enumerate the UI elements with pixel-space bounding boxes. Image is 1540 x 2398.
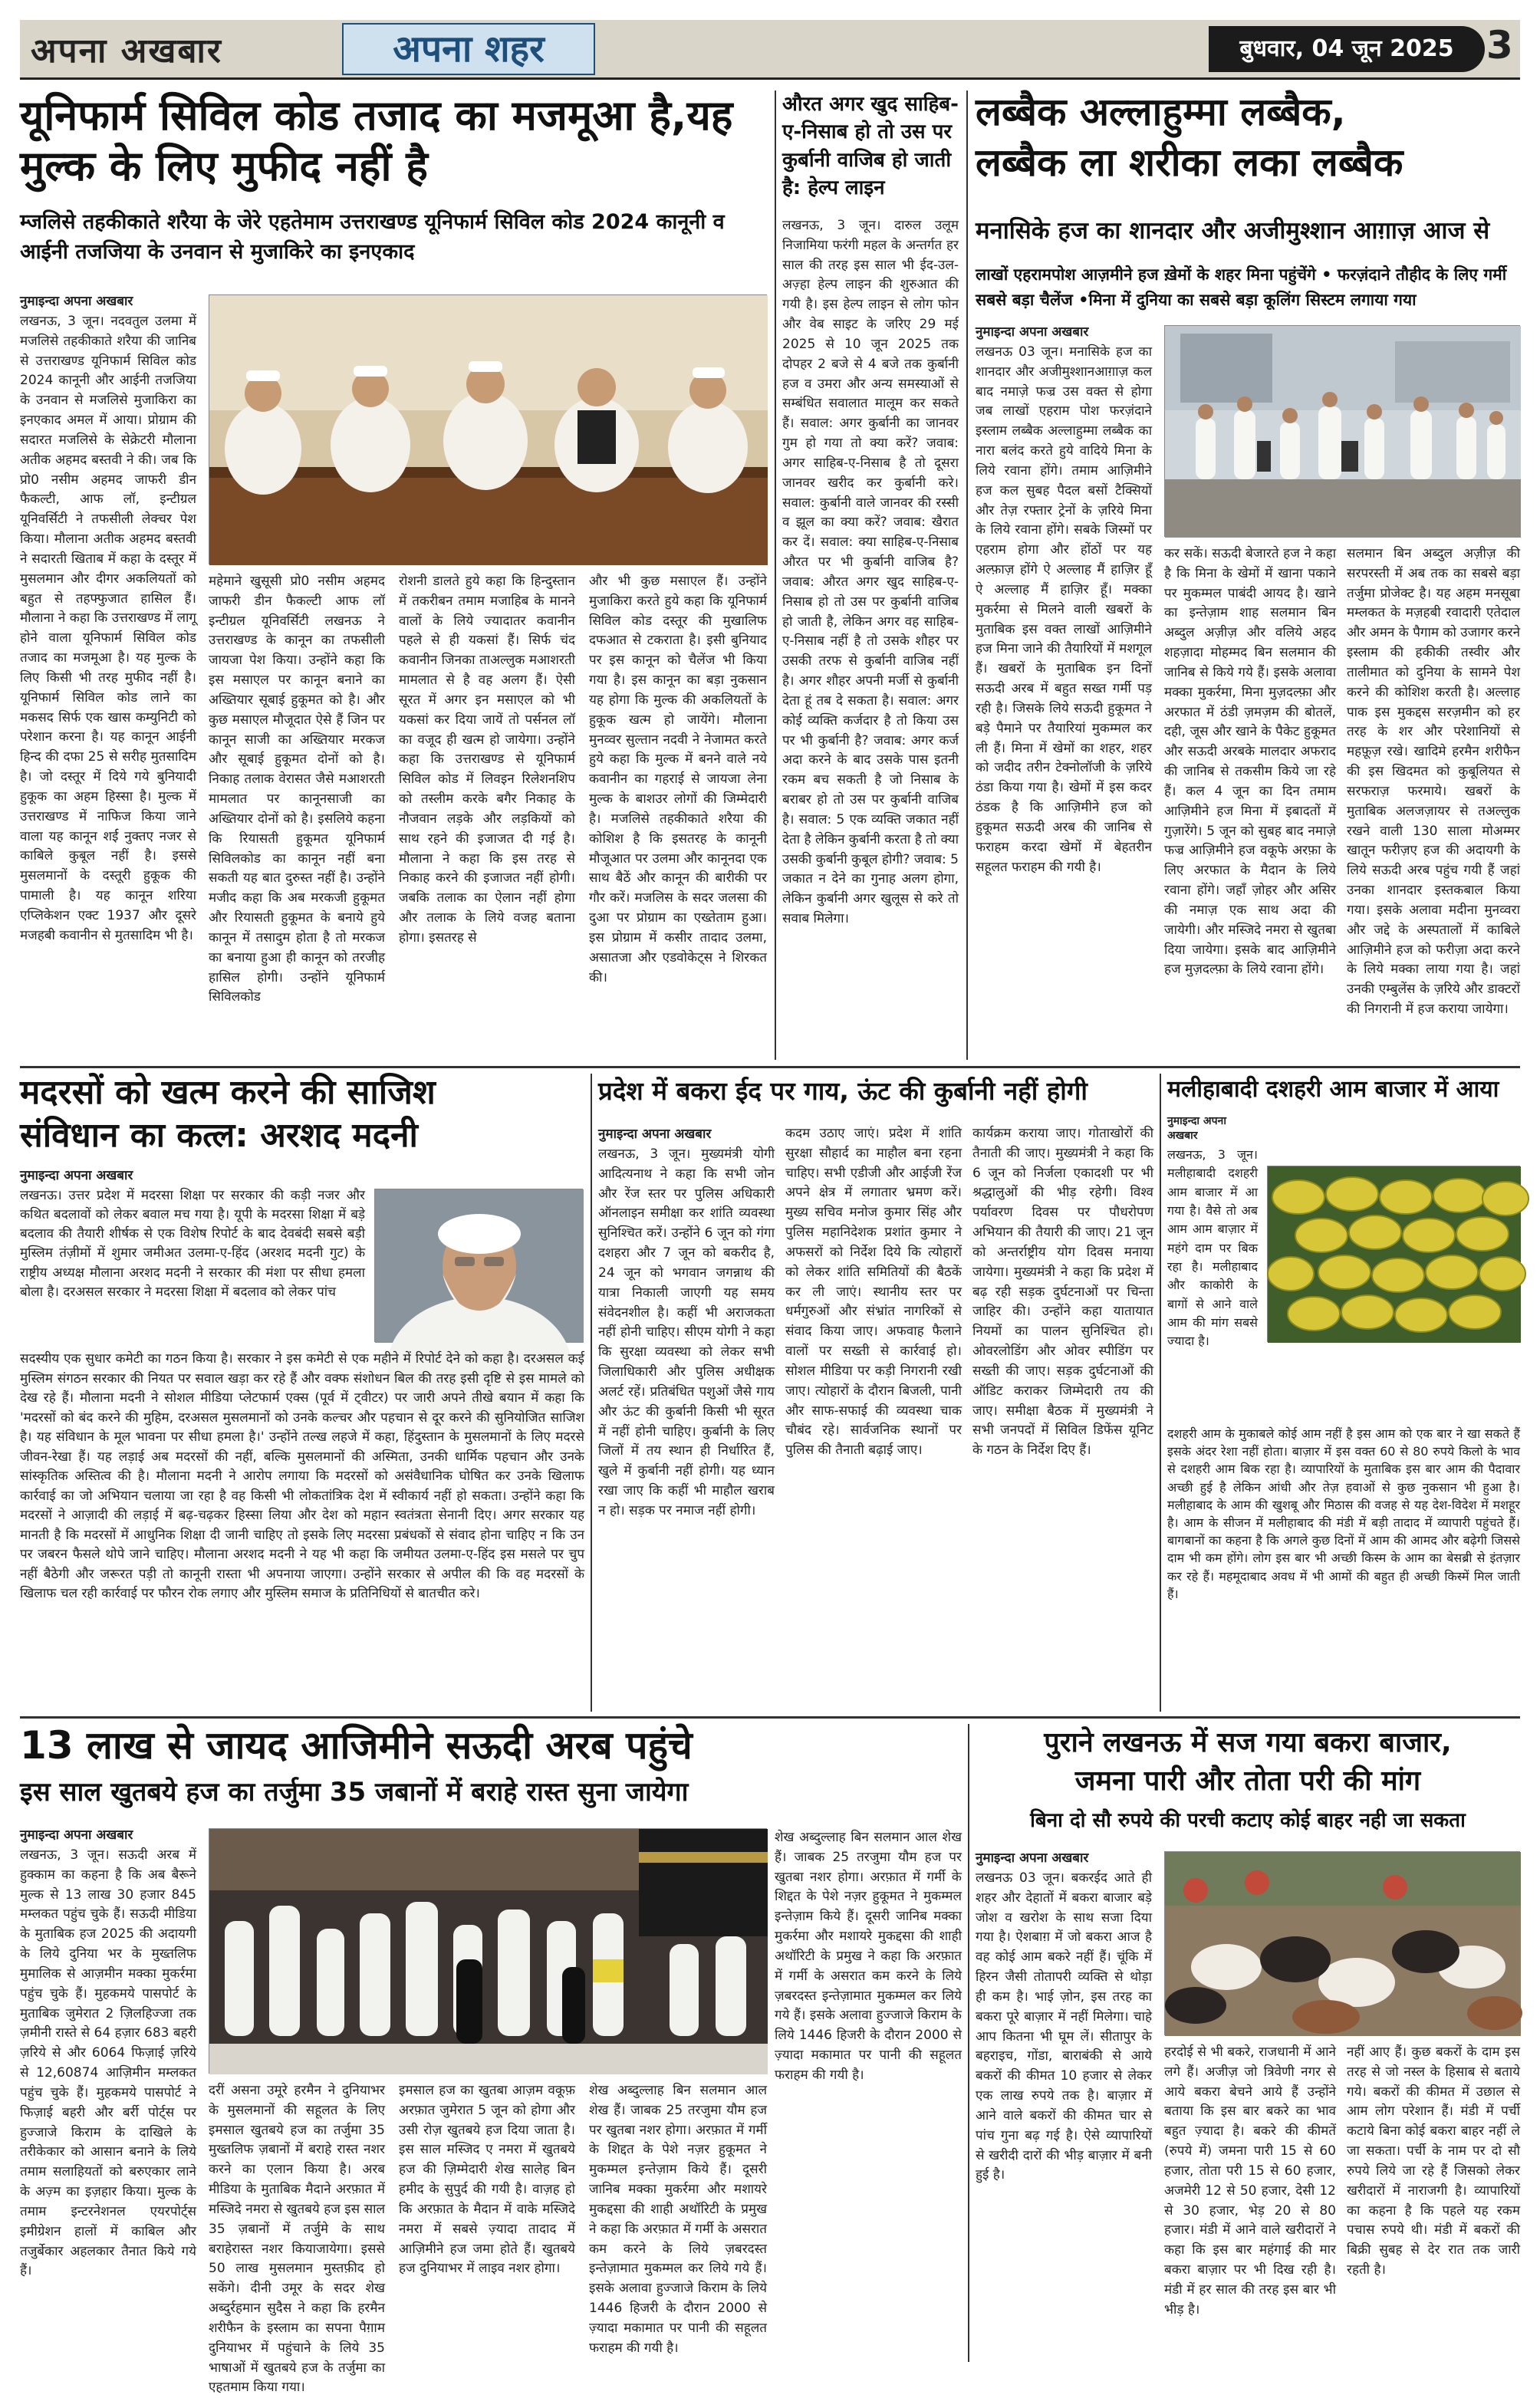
- story3-headline-2: लब्बैक ला शरीका लका लब्बैक: [976, 140, 1403, 185]
- story4-lead-block: [20, 1166, 365, 1342]
- column-divider: [775, 90, 776, 1060]
- portrait-photo: [374, 1189, 583, 1342]
- story1-subhead: म्जलिसे तहकीकाते शरैया के जेरे एहतेमाम उत्तराखण्ड यूनिफार्म सिविल कोड 2024 कानूनी व आईनी तजजिया के उनवान से मुजाकिरे का इनएकाद: [20, 210, 725, 265]
- story3-headline-1: लब्बैक अल्लाहुम्मा लब्बैक,: [976, 90, 1346, 134]
- story7-headline: 13 लाख से जायद आजिमीने सऊदी अरब पहुंचे: [20, 1723, 693, 1768]
- story4-headline-2: संविधान का कत्ल: अरशद मदनी: [20, 1116, 418, 1155]
- story1-body-1: लखनऊ, 3 जून। नदवतुल उलमा में मजलिसे तहकीकाते शरैया की जानिब से उत्तराखण्ड यूनिफार्म सिविल कोड 2024 कानूनी और आईनी तजजिया के उनवान से मजलिसे मुजाकिरा का इनएकाद अमल में आया। प्रोग्राम की सदारत मजलिसे के सेक्रेटरी मौलाना अतीक अहमद बस्तवी ने की। जब कि प्रो0 नसीम अहमद जाफरी डीन फैकल्टी, आफ लॉ, इन्टीग्रल यूनिवर्सिटी ने तफसीली लेक्चर पेश किया। मौलाना अतीक अहमद बस्तवी ने सदारती खिताब में कहा के दस्तूर में मुसलमान और दीगर अकलियतों को बहुत से तहफ्फुजात हासिल हैं। मौलाना ने कहा कि उत्तराखण्ड में लागू होने वाला यूनिफार्म सिविल कोड तजाद का मजमूआ है। यह मुल्क के लिए किसी भी तरह मुफीद नहीं है। यूनिफार्म सिविल कोड लाने का मकसद सिर्फ एक खास कम्युनिटी को परेशान करना है। यह कानून आईनी हिन्द की दफा 25 से सरीह मुतसादिम है। जो दस्तूर में दिये गये बुनियादी हुकूक का अहम हिस्सा है। मुल्क में उत्तराखण्ड में नाफिज किया जाने वाला यह कानून शर्ई नुक्तए नजर से काबिले कुबूल नहीं है। इससे मुसलमानों के दस्तूरी हुकूक की पामाली है। यह कानून शरिया एप्लिकेशन एक्ट 1937 और दूसरे मजहबी कवानीन से मुतसादिम भी है।: [20, 314, 196, 943]
- issue-date: बुधवार, 04 जून 2025: [1209, 26, 1485, 72]
- story8-headline-2: जमना पारी और तोता परी की मांग: [1074, 1765, 1421, 1797]
- story6-body: दशहरी आम के मुकाबले कोई आम नहीं है इस आम को एक बार ने खा सकते हैं इसके अंदर रेशा नहीं होता। बाज़ार में इस वक्त 60 से 80 रुपये किलो के भाव से दशहरी आम बिक रहा है। व्यापारियों के मुताबिक इस बार आम की पैदावार अच्छी हुई है लेकिन आंधी और तेज़ हवाओं से कुछ नुकसान भी हुआ है। मलीहाबाद के आम की खुशबू और मिठास की वजह से यह देश-विदेश में मशहूर है। आम के सीजन में मलीहाबाद की मंडी में बड़ी तादाद में व्यापारी पहुंचते हैं। बागबानों का कहना है कि अगले कुछ दिनों में आम की आमद और बढ़ेगी जिससे दाम भी कम होंगे। लोग इस बार भी अच्छी किस्म के आम का बेसब्री से इंतज़ार कर रहे हैं। महमूदाबाद अवध में भी आमों की बहुत ही अच्छी किस्में मिल जाती हैं।: [1167, 1426, 1520, 1601]
- paper-name: अपना अखबार: [31, 31, 222, 71]
- story3-body-3: सलमान बिन अब्दुल अज़ीज़ की सरपरस्ती में अब तक का सबसे बड़ा तर्जुमा प्रोजेक्ट है। यह अहम मनसूबा मम्लकत के मज़हबी रवादारी एतेदाल और अमन के पैगाम को उजागर करने इस्लाम की हकीकी तस्वीर और तालीमात को दुनिया के सामने पेश करने की कोशिश करती है। अल्लाह पाक इस मुकद्दस सरज़मीन को हर तरह के शर और परेशानियों से महफ़ूज़ रखे। खादिमे हरमैन शरीफैन की इस खिदमत को कुबूलियत से सरफराज़ फरमाये। खबरों के मुताबिक अलजज़ायर से तअल्लुक रखने वाली 130 साला मोअम्मर खातून फरीज़ए हज की अदायगी के लिये सऊदी अरब पहुंच गयी हैं जहां उनका शानदार इस्तकबाल किया गया। इसके अलावा मदीना मुनव्वरा और जद्दे के अस्पतालों में काबिले आज़िमीने हज को फरीज़ा अदा करने के लिये मक्का लाया गया है। जहां उनकी एम्बुलेंस के ज़रिये और डाक्टरों की निगरानी में हज कराया जायेगा।: [1347, 546, 1520, 1018]
- mangoes-photo: [1267, 1166, 1520, 1342]
- section-divider: [20, 1066, 1520, 1068]
- crowd-photo: [209, 1828, 767, 2074]
- story5-byline: नुमाइन्दा अपना अखबार: [598, 1127, 712, 1142]
- story7-body-4: शेख अब्दुल्लाह बिन सलमान आल शेख हैं। जाबक 25 तरजुमा यौम हज पर खुतबा नशर होगा। अरफ़ात में गर्मी के शिद्दत के पेशे नज़र हुकूमत ने मुकम्मल इन्तेज़ाम किये हैं। दूसरी जानिब मक्का मुकर्रमा और मशायरे मुकद्दसा की शाही अथॉरिटी के प्रमुख ने कहा कि अरफ़ात में गर्मी के असरात कम करने के लिये ज़बरदस्त इन्तेज़ामात मुकम्मल कर लिये गये हैं। इसके अलावा हुज्जाजे किराम के लिये 1446 हिजरी के दौरान 2000 से ज़्यादा मकामात पर पानी की सहूलत फराहम की गयी है।: [775, 1830, 962, 2083]
- story2-body: लखनऊ, 3 जून। दारुल उलूम निजामिया फरंगी महल के अन्तर्गत हर साल की तरह इस साल भी ईद-उल-अज़्हा हेल्प लाइन की शुरुआत की गयी है। इस हेल्प लाइन से लोग फोन और वेब साइट के जरिए 29 मई 2025 से 10 जून 2025 तक दोपहर 2 बजे से 4 बजे तक कुर्बानी हज व उमरा और अन्य समस्याओं से सम्बंधित सवालात मालूम कर सकते हैं। सवाल: अगर कुर्बानी का जानवर गुम हो गया तो क्या करें? जवाब: अगर साहिब-ए-निसाब है तो दूसरा जानवर खरीद कर कुर्बानी करे। सवाल: कुर्बानी वाले जानवर की रस्सी व झूल का क्या करें? जवाब: खैरात कर दें। सवाल: क्या साहिब-ए-निसाब औरत पर भी कुर्बानी वाजिब है? जवाब: औरत अगर खुद साहिब-ए-निसाब हो तो उस पर कुर्बानी वाजिब हो जाती है, लेकिन अगर वह साहिब-ए-निसाब नहीं है तो उसके शौहर पर उसकी तरफ से कुर्बानी वाजिब नहीं है। अगर शौहर अपनी मर्जी से कुर्बानी देता हूं तब दे सकता है। सवाल: अगर कोई व्यक्ति कर्जदार है तो किया उस पर भी कुर्बानी है? जवाब: अगर कर्ज अदा करने के बाद उसके पास इतनी रकम बच सकती है जो निसाब के बराबर हो तो उस पर कुर्बानी वाजिब है। सवाल: 5 एक व्यक्ति जकात नहीं देता है लेकिन कुर्बानी करता है तो क्या उसकी कुर्बानी कुबूल होगी? जवाब: 5 जकात न देने का गुनाह अलग होगा, लेकिन कुर्बानी अगर खुलूस से करे तो सवाब मिलेगा।: [782, 218, 959, 926]
- story5-body-3: कार्यक्रम कराया जाए। गोताखोरों की तैनाती की जाए। मुख्यमंत्री ने कहा कि 6 जून को निर्जला एकादशी पर भी श्रद्धालुओं की भीड़ रहेगी। विश्व पर्यावरण दिवस पर पौधरोपण अभियान की तैयारी की जाए। 21 जून को अन्तर्राष्ट्रीय योग दिवस मनाया जायेगा। मुख्यमंत्री ने कहा कि प्रदेश में बढ़ रही सड़क दुर्घटनाओं पर चिन्ता जाहिर की। उन्होंने कहा यातायात नियमों का पालन सुनिश्चित हो। ओवरलोडिंग और ओवर स्पीडिंग पर सख्ती की जाए। सड़क दुर्घटनाओं की ऑडिट कराकर जिम्मेदारी तय की जाए। समीक्षा बैठक में मुख्यमंत्री ने सभी जनपदों में सिविल डिफेंस यूनिट के गठन के निर्देश दिए हैं।: [972, 1126, 1153, 1459]
- story7-column-1: [20, 1825, 196, 2362]
- story7-byline: नुमाइन्दा अपना अखबार: [20, 1827, 133, 1843]
- story3-byline: नुमाइन्दा अपना अखबार: [976, 324, 1089, 340]
- story8-column-1: [976, 1848, 1152, 2362]
- story5-body-2: कदम उठाए जाएं। प्रदेश में शांति सुरक्षा सौहार्द का माहौल बना रहना चाहिए। सभी एडीजी और आईजी रेंज अपने क्षेत्र में लगातार भ्रमण करें। मुख्य सचिव मनोज कुमार सिंह और पुलिस महानिदेशक प्रशांत कुमार ने अफसरों को निर्देश दिये कि त्योहारों को लेकर शांति समितियों की बैठकें कर ली जाएं। स्थानीय स्तर पर धर्मगुरुओं और संभ्रांत नागरिकों से संवाद किया जाए। अफवाह फैलाने वालों पर सख्ती से कार्रवाई हो। सोशल मीडिया पर कड़ी निगरानी रखी जाए। त्योहारों के दौरान बिजली, पानी और साफ-सफाई की व्यवस्था चाक चौबंद रहे। सार्वजनिक स्थानों पर पुलिस की तैनाती बढ़ाई जाए।: [785, 1126, 962, 1459]
- story1-body-2: महेमाने खुसूसी प्रो0 नसीम अहमद जाफरी डीन फैकल्टी आफ लॉ इन्टीग्रल यूनिवर्सिटी लखनऊ ने उत्तराखण्ड के कानून का तफसीली जायजा पेश किया। उन्होंने कहा कि इस मसाएल पर कानून बनाने का अख्तियार सूबाई हुकूमत को है। और कुछ मसाएल मौजूदात ऐसे हैं जिन पर कानून साजी का अख्तियार मरकज और सूबाई हुकूमत दोनों को है। निकाह तलाक वेरासत जैसे मआशरती मामलात पर कानूनसाजी का अख्तियार दोनों को है। इसलिये कहना कि रियासती हुकूमत यूनिफार्म सिविलकोड का कानून नहीं बना सकती यह बात दुरुस्त नहीं है। उन्होंने मजीद कहा कि अब मरकजी हुकूमत और रियासती हुकूमत के बनाये हुये कानून में तसादुम होता है तो मरकज का बनाया हुआ ही कानून को तरजीह हासिल होगी। उन्होंने यूनिफार्म सिविलकोड: [209, 574, 385, 1005]
- story1-body-3: रोशनी डालते हुये कहा कि हिन्दुस्तान में तकरीबन तमाम मजाहिब के मानने वालों के लिये ज्यादातर कवानीन पहले से ही यकसां हैं। सिर्फ चंद कवानीन जिनका ताअल्लुक मआशरती मामलात से है वह अलग हैं। ऐसी सूरत में अगर इन मसाएल को भी यकसां कर दिया जायें तो पर्सनल लॉ का वजूद ही खत्म हो जायेगा। उन्होंने कहा कि उत्तराखण्ड से यूनिफार्म सिविल कोड में लिवइन रिलेशनशिप को तस्लीम करके बगैर निकाह के नौजवान लड़के और लड़कियों को साथ रहने की इजाजत दी गई है। मौलाना ने कहा कि इस तरह से निकाह करने की इजाजत नहीं होगी। जबकि तलाक का ऐलान नहीं होगा और तलाक के लिये वजह बताना होगा। इसतरह से: [399, 574, 575, 946]
- story5-column-1: [598, 1124, 775, 1712]
- story7-subhead: इस साल खुतबये हज का तर्जुमा 35 जबानों में बराहे रास्त सुना जायेगा: [20, 1777, 689, 1808]
- masthead: [20, 20, 1520, 80]
- pilgrims-photo: [1164, 325, 1520, 537]
- story6-intro: लखनऊ, 3 जून। मलीहाबादी दशहरी आम बाजार में आ गया है। वैसे तो अब आम आम बाज़ार में महंगे दाम पर बिक रहा है। मलीहाबाद और काकोरी के बागों से आने वाले आम की मांग सबसे ज्यादा है।: [1167, 1147, 1258, 1349]
- story4-headline-1: मदरसों को खत्म करने की साजिश: [20, 1073, 436, 1112]
- story6-headline: मलीहाबादी दशहरी आम बाजार में आया: [1167, 1076, 1499, 1103]
- column-divider: [1160, 1074, 1161, 1712]
- goats-photo: [1164, 1851, 1520, 2035]
- story6-byline: नुमाइन्दा अपना अखबार: [1167, 1115, 1226, 1142]
- column-divider: [591, 1074, 592, 1712]
- story4-lead: लखनऊ। उत्तर प्रदेश में मदरसा शिक्षा पर सरकार की कड़ी नजर और कथित बदलावों को लेकर बवाल मच गया है। यूपी के मदरसा शिक्षा में बड़े बदलाव की तैयारी शीर्षक से एक विशेष रिपोर्ट के बाद देवबंदी सबसे बड़ी मुस्लिम तंज़ीमों में शुमार जमीअत उलमा-ए-हिंद (अरशद मदनी गुट) के राष्ट्रीय अध्यक्ष मौलाना अरशद मदनी ने सरकार की मंशा पर सीधा हमला बोला है। दरअसल सरकार ने मदरसा शिक्षा में बदलाव को लेकर पांच: [20, 1188, 365, 1300]
- story7-body-5: शेख अब्दुल्लाह बिन सलमान आल शेख हैं। जाबक 25 तरजुमा यौम हज पर खुतबा नशर होगा। अरफ़ात में गर्मी के शिद्दत के पेशे नज़र हुकूमत ने मुकम्मल इन्तेज़ाम किये हैं। दूसरी जानिब मक्का मुकर्रमा और मशायरे मुकद्दसा की शाही अथॉरिटी के प्रमुख ने कहा कि अरफ़ात में गर्मी के असरात कम करने के लिये ज़बरदस्त इन्तेज़ामात मुकम्मल कर लिये गये हैं। इसके अलावा हुज्जाजे किराम के लिये 1446 हिजरी के दौरान 2000 से ज़्यादा मकामात पर पानी की सहूलत फराहम की गयी है।: [589, 2083, 767, 2356]
- story8-subhead: बिना दो सौ रुपये की परची कटाए कोई बाहर नही जा सकता: [1030, 1809, 1466, 1832]
- story5-body-1: लखनऊ, 3 जून। मुख्यमंत्री योगी आदित्यनाथ ने कहा कि सभी जोन और रेंज स्तर पर पुलिस अधिकारी ऑनलाइन समीक्षा कर शांति व्यवस्था सुनिश्चित करें। उन्होंने 6 जून को गंगा दशहरा और 7 जून को बकरीद है, 24 जून को भगवान जगन्नाथ की यात्रा निकाली जाएगी यह समय संवेदनशील है। कहीं भी अराजकता नहीं होनी चाहिए। सीएम योगी ने कहा कि सुरक्षा व्यवस्था को लेकर सभी जिलाधिकारी और पुलिस अधीक्षक अलर्ट रहें। प्रतिबंधित पशुओं जैसे गाय और ऊंट की कुर्बानी किसी भी सूरत में नहीं होनी चाहिए। कुर्बानी के लिए जिलों में तय स्थान ही निर्धारित हैं, खुले में कुर्बानी नहीं होगी। यह ध्यान रखा जाए कि कहीं भी माहौल खराब न हो। सड़क पर नमाज नहीं होगी।: [598, 1146, 775, 1518]
- story1-headline: यूनिफार्म सिविल कोड तजाद का मजमूआ है,यह मुल्क के लिए मुफीद नहीं है: [20, 91, 733, 190]
- meeting-photo: [209, 294, 767, 564]
- story4-byline: नुमाइन्दा अपना अखबार: [20, 1168, 133, 1183]
- story8-byline: नुमाइन्दा अपना अखबार: [976, 1850, 1089, 1866]
- story7-body-1: लखनऊ, 3 जून। सऊदी अरब में हुक्काम का कहना है कि अब बैरूने मुल्क से 13 लाख 30 हजार 845 मम्लकत पहुंच चुके हैं। सऊदी मीडिया के मुताबिक हज 2025 की अदायगी के लिये दुनिया भर के मुख्तलिफ मुमालिक से आज़मीन मक्का मुकर्रमा पहुंच चुके हैं। मुहकमये पासपोर्ट के मुताबिक जुमेरात 2 ज़िलहिज्जा तक ज़मीनी रास्ते से 64 हज़ार 683 बहरी ज़रिये से और 6064 फिज़ाई ज़रिये से 12,60874 आज़िमीन मम्लकत पहुंच चुके हैं। मुहकमये पासपोर्ट ने फिज़ाई बहरी और बर्री पोर्ट्स पर हुज्जाजे किराम के दाखिले के तरीकेकार को आसान बनाने के लिये तमाम सलाहियतों को बरुएकार लाने के अज़्म का इज़हार किया। मुल्क के तमाम इन्टरनेशनल एयरपोर्ट्स इमीग्रेशन हालों में काबिल और तजुर्बेकार अहलकार तैनात किये गये हैं।: [20, 1847, 196, 2279]
- story4-body: सदस्यीय एक सुधार कमेटी का गठन किया है। सरकार ने इस कमेटी से एक महीने में रिपोर्ट देने को कहा है। दरअसल कई मुस्लिम संगठन सरकार की नियत पर सवाल खड़ा कर रहे हैं और वक्फ संशोधन बिल की तरह इसी दृष्टि से इस मामले को देख रहे हैं। मौलाना मदनी ने सोशल मीडिया प्लेटफार्म एक्स (पूर्व में ट्वीटर) पर जारी अपने तीखे बयान में कहा कि 'मदरसों को बंद करने की मुहिम, दरअसल मुसलमानों को उनके कल्चर और पहचान से दूर करने की सुनियोजित साजिश है। यह संविधान के मूल भावना पर सीधा हमला है।' उन्होंने तल्ख लहजे में कहा, हिंदुस्तान के मुसलमानों के लिए मदरसे जीवन-रेखा हैं। यह लड़ाई अब मदरसों की नहीं, बल्कि मुसलमानों की अस्मिता, उनकी धार्मिक पहचान और उनके सांस्कृतिक अस्तित्व की है। मौलाना मदनी ने आरोप लगाया कि मदरसों को असंवैधानिक घोषित कर उनके खिलाफ कार्रवाई का जो अभियान चलाया जा रहा है वह किसी भी लोकतांत्रिक देश में स्वीकार्य नहीं हो सकता। उन्होंने कहा कि मदरसों ने आज़ादी की लड़ाई में बढ़-चढ़कर हिस्सा लिया और देश को महान स्वतंत्रता सेनानी दिए। अगर सरकार यह मानती है कि मदरसों में आधुनिक शिक्षा दी जानी चाहिए तो इसके लिए मदरसा प्रबंधकों से संवाद होना चाहिए न कि उन पर जबरन फैसले थोपे जाने चाहिए। मौलाना अरशद मदनी ने यह भी कहा कि जमीयत उलमा-ए-हिंद इस मसले पर चुप नहीं बैठेगी और जरूरत पड़ी तो कानूनी रास्ता भी अपनाया जाएगा। उन्होंने सरकार से अपील की कि वह मदरसों के खिलाफ चल रही कार्रवाई पर फौरन रोक लगाए और मुस्लिम समाज के प्रतिनिधियों से बातचीत करे।: [20, 1351, 584, 1601]
- story6-intro-block: [1167, 1113, 1258, 1420]
- story7-body-3: इमसाल हज का खुतबा आज़म वकूफ़ अरफ़ात जुमेरात 5 जून को होगा और उसी रोज़ खुतबये हज दिया जाता है। इस साल मस्जिद ए नमरा में खुतबये हज की ज़िम्मेदारी शेख सालेह बिन हमीद के सुपुर्द की गयी है। वाज़ह हो कि अरफ़ात के मैदान में वाके मस्जिदे नमरा में सबसे ज़्यादा तादाद में आज़िमीने हज जमा होते हैं। खुतबये हज दुनियाभर में लाइव नशर होगा।: [399, 2083, 575, 2277]
- story8-body-3: नहीं आए हैं। कुछ बकरों के दाम इस तरह से जो नस्ल के हिसाब से बताये गये। बकरों की कीमत में उछाल से आम लोग परेशान हैं। मंडी में पर्ची कटाये बिना कोई बकरा बाहर नहीं ले जा सकता। पर्ची के नाम पर दो सौ रुपये लिये जा रहे हैं जिसको लेकर खरीदारों में नाराजगी है। व्यापारियों का कहना है कि पहले यह रकम पचास रुपये थी। मंडी में बकरों की बिक्री सुबह से देर रात तक जारी रहती है।: [1347, 2044, 1520, 2278]
- story1-byline: नुमाइन्दा अपना अखबार: [20, 294, 133, 309]
- section-divider: [20, 1716, 1520, 1719]
- section-title: अपना शहर: [342, 23, 595, 75]
- column-divider: [966, 90, 968, 1060]
- story3-body-2: कर सकें। सऊदी बेजारते हज ने कहा है कि मिना के खेमों में खाना पकाने पर मुकम्मल पाबंदी आयद है। खाने का इन्तेज़ाम शाह सलमान बिन अब्दुल अज़ीज़ और वलिये अहद शहज़ादा मोहम्मद बिन सलमान की जानिब से किये गये हैं। इसके अलावा मक्का मुकर्रमा, मिना मुज़दल्फ़ा और अरफात में ठंडी ज़मज़म की बोतलें, दही, जूस और खाने के पैकेट हुकूमत और सऊदी अरबके मालदार अफराद की जानिब से तकसीम किये जा रहे हैं। कल 4 जून का दिन तमाम आज़िमीने हज मिना में इबादतों में गुज़ारेंगे। 5 जून को सुबह बाद नमाज़े फज्र आज़िमीने हज वकूफे अरफ़ा के लिए अरफात के मैदान के लिये रवाना होंगे। जहाँ ज़ोहर और असिर की नमाज़ एक साथ अदा की जायेगी। और मस्जिदे नमरा से खुतबा दिया जायेगा। इसके बाद आज़िमीने हज मुज़दल्फ़ा के लिये रवाना होंगे।: [1164, 546, 1336, 978]
- story8-body-2: हरदोई से भी बकरे, राजधानी में आने लगे हैं। अजीज़ जो त्रिवेणी नगर से आये बकरा बेचने आये हैं उन्होंने बताया कि इस बार बकरे का भाव बहुत ज़्यादा है। बकरे की कीमतें (रुपये में) जमना पारी 15 से 60 हजार, तोता परी 15 से 60 हजार, अजमेरी 12 से 50 हजार, देसी 12 से 30 हजार, भेड़ 20 से 80 हजार। मंडी में आने वाले खरीदारों ने कहा कि इस बार महंगाई की मार बकरा बाज़ार पर भी दिख रही है। मंडी में हर साल की तरह इस बार भी भीड़ है।: [1164, 2044, 1336, 2317]
- column-divider: [968, 1724, 969, 2362]
- story5-headline: प्रदेश में बकरा ईद पर गाय, ऊंट की कुर्बानी नहीं होगी: [598, 1076, 1088, 1106]
- story8-body-1: लखनऊ 03 जून। बकरईद आते ही शहर और देहातों में बकरा बाजार बड़े जोश व खरोश के साथ सजा दिया गया है। ऐशबाग़ में जो बकरा आज है वह कोई आम बकरे नहीं हैं। चूंकि में हिरन जैसी तोतापरी व्यक्ति से थोड़ा ही कम है। भाई ज़ोन, इस तरह का बकरा पूरे बाज़ार में नहीं मिलेगा। चाहे आप कितना भी घूम लें। सीतापुर के बहराइच, गोंडा, बाराबंकी से आये बकरों की कीमत 10 हजार से लेकर एक लाख रुपये तक है। बाज़ार में आने वाले बकरों की कीमत चार से पांच गुना बढ़ गई है। ऐसे व्यापारियों से खरीदी दारों की भीड़ बाज़ार में बनी हुई है।: [976, 1870, 1152, 2183]
- story7-body-2: दरीं असना उमूरे हरमैन ने दुनियाभर के मुसलमानों की सहूलत के लिए इमसाल खुतबये हज का तर्जुमा 35 मुख्तलिफ ज़बानों में बराहे रास्त नशर करने का एलान किया है। अरब मीडिया के मुताबिक मैदाने अरफ़ात में मस्जिदे नमरा से खुतबये हज इस साल 35 ज़बानों में तर्जुमे के साथ बराहेरास्त नशर कियाजायेगा। इससे 50 लाख मुसलमान मुस्तफ़ीद हो सकेंगे। दीनी उमूर के सदर शेख अब्दुर्रहमान सुदैस ने कहा कि हरमैन शरीफैन के इस्लाम का सपना पैग़ाम दुनियाभर में पहुंचाने के लिये 35 भाषाओं में खुतबये हज के तर्जुमा का एहतमाम किया गया।: [209, 2083, 385, 2396]
- story8-headline-1: पुराने लखनऊ में सज गया बकरा बाजार,: [1044, 1727, 1452, 1758]
- story3-column-1: [976, 322, 1152, 1060]
- page-number: 3: [1486, 23, 1513, 67]
- story1-column-1: [20, 291, 196, 1058]
- story3-deck: लाखों एहरामपोश आज़मीने हज ख़ेमों के शहर मिना पहुंचेंगे • फरज़ंदाने तौहीद के लिए गर्मी सबसे बड़ा चैलेंज •मिना में दुनिया का सबसे बड़ा कूलिंग सिस्टम लगाया गया: [976, 265, 1507, 309]
- story1-body-4: और भी कुछ मसाएल हैं। उन्होंने मुजाकिरा करते हुये कहा कि यूनिफार्म सिविल कोड दस्तूर की मुखालिफ दफआत से टकराता है। इसी बुनियाद पर इस कानून को चैलेंज भी किया गया है। इस कानून का बड़ा नुकसान यह होगा कि मुल्क की अकलियतों के हुकूक खत्म हो जायेंगे। मौलाना मुनव्वर सुल्तान नदवी ने नेजामत करते हुये कहा कि मुल्क में बनने वाले नये कवानीन का गहराई से जायजा लेना मुल्क के बाशउर लोगों की जिम्मेदारी है। मजलिसे तहकीकाते शरैया की कोशिश है कि इसतरह के कानूनी मौजूआत पर उलमा और कानूनदा एक साथ बैठें और कानून की बारीकी पर गौर करें। मजलिस के सदर जलसा की दुआ पर प्रोग्राम का एख्तेताम हुआ। इस प्रोग्राम में कसीर तादाद उलमा, असातजा और एडवोकेट्स ने शिरकत की।: [589, 574, 767, 985]
- story3-subhead: मनासिके हज का शानदार और अजीमुश्शान आग़ाज़ आज से: [976, 217, 1490, 245]
- story2-headline: औरत अगर खुद साहिब-ए-निसाब हो तो उस पर कुर्बानी वाजिब हो जाती है: हेल्प लाइन: [782, 93, 959, 200]
- story3-body-1: लखनऊ 03 जून। मनासिके हज का शानदार और अजीमुश्शानआग़ाज़ कल बाद नमाज़े फज्र उस वक्त से होगा जब लाखों एहराम पोश फरज़ंदाने इस्लाम लब्बैक अल्लाहुम्मा लब्बैक का नारा बलंद करते हुये वादिये मिना के लिये रवाना होंगे। तमाम आज़िमीने हज कल सुबह पैदल बसों टैक्सियों और तेज़ रफ्तार ट्रेनों के ज़रिये मिना के लिये रवाना होंगे। सबके जिस्मों पर एहराम होगा और होंठों पर यह अल्फ़ाज़ होंगे ऐ अल्लाह मैं हाज़िर हूँ ऐ अल्लाह मैं हाज़िर हूँ। मक्का मुकर्रमा से मिलने वाली खबरों के मुताबिक इस वक्त लाखों आज़िमीने हज मिना जाने की तैयारियों में मशगूल हैं। खबरों के मुताबिक इन दिनों सऊदी अरब में बहुत सख्त गर्मी पड़ रही है। जिसके लिये सऊदी हुकूमत ने बड़े पैमाने पर तैयारियां मुकम्मल कर ली हैं। मिना में खेमों का शहर, शहर को जदीद तरीन टेक्नोलॉजी के ज़रिये ठंडा किया गया है। खेमों में इस कदर ठंडक है कि आज़िमीने हज को हुकूमत सऊदी अरब की जानिब से फराहम करदा खेमों में बेहतरीन सहूलत फराहम की गयी है।: [976, 344, 1152, 875]
